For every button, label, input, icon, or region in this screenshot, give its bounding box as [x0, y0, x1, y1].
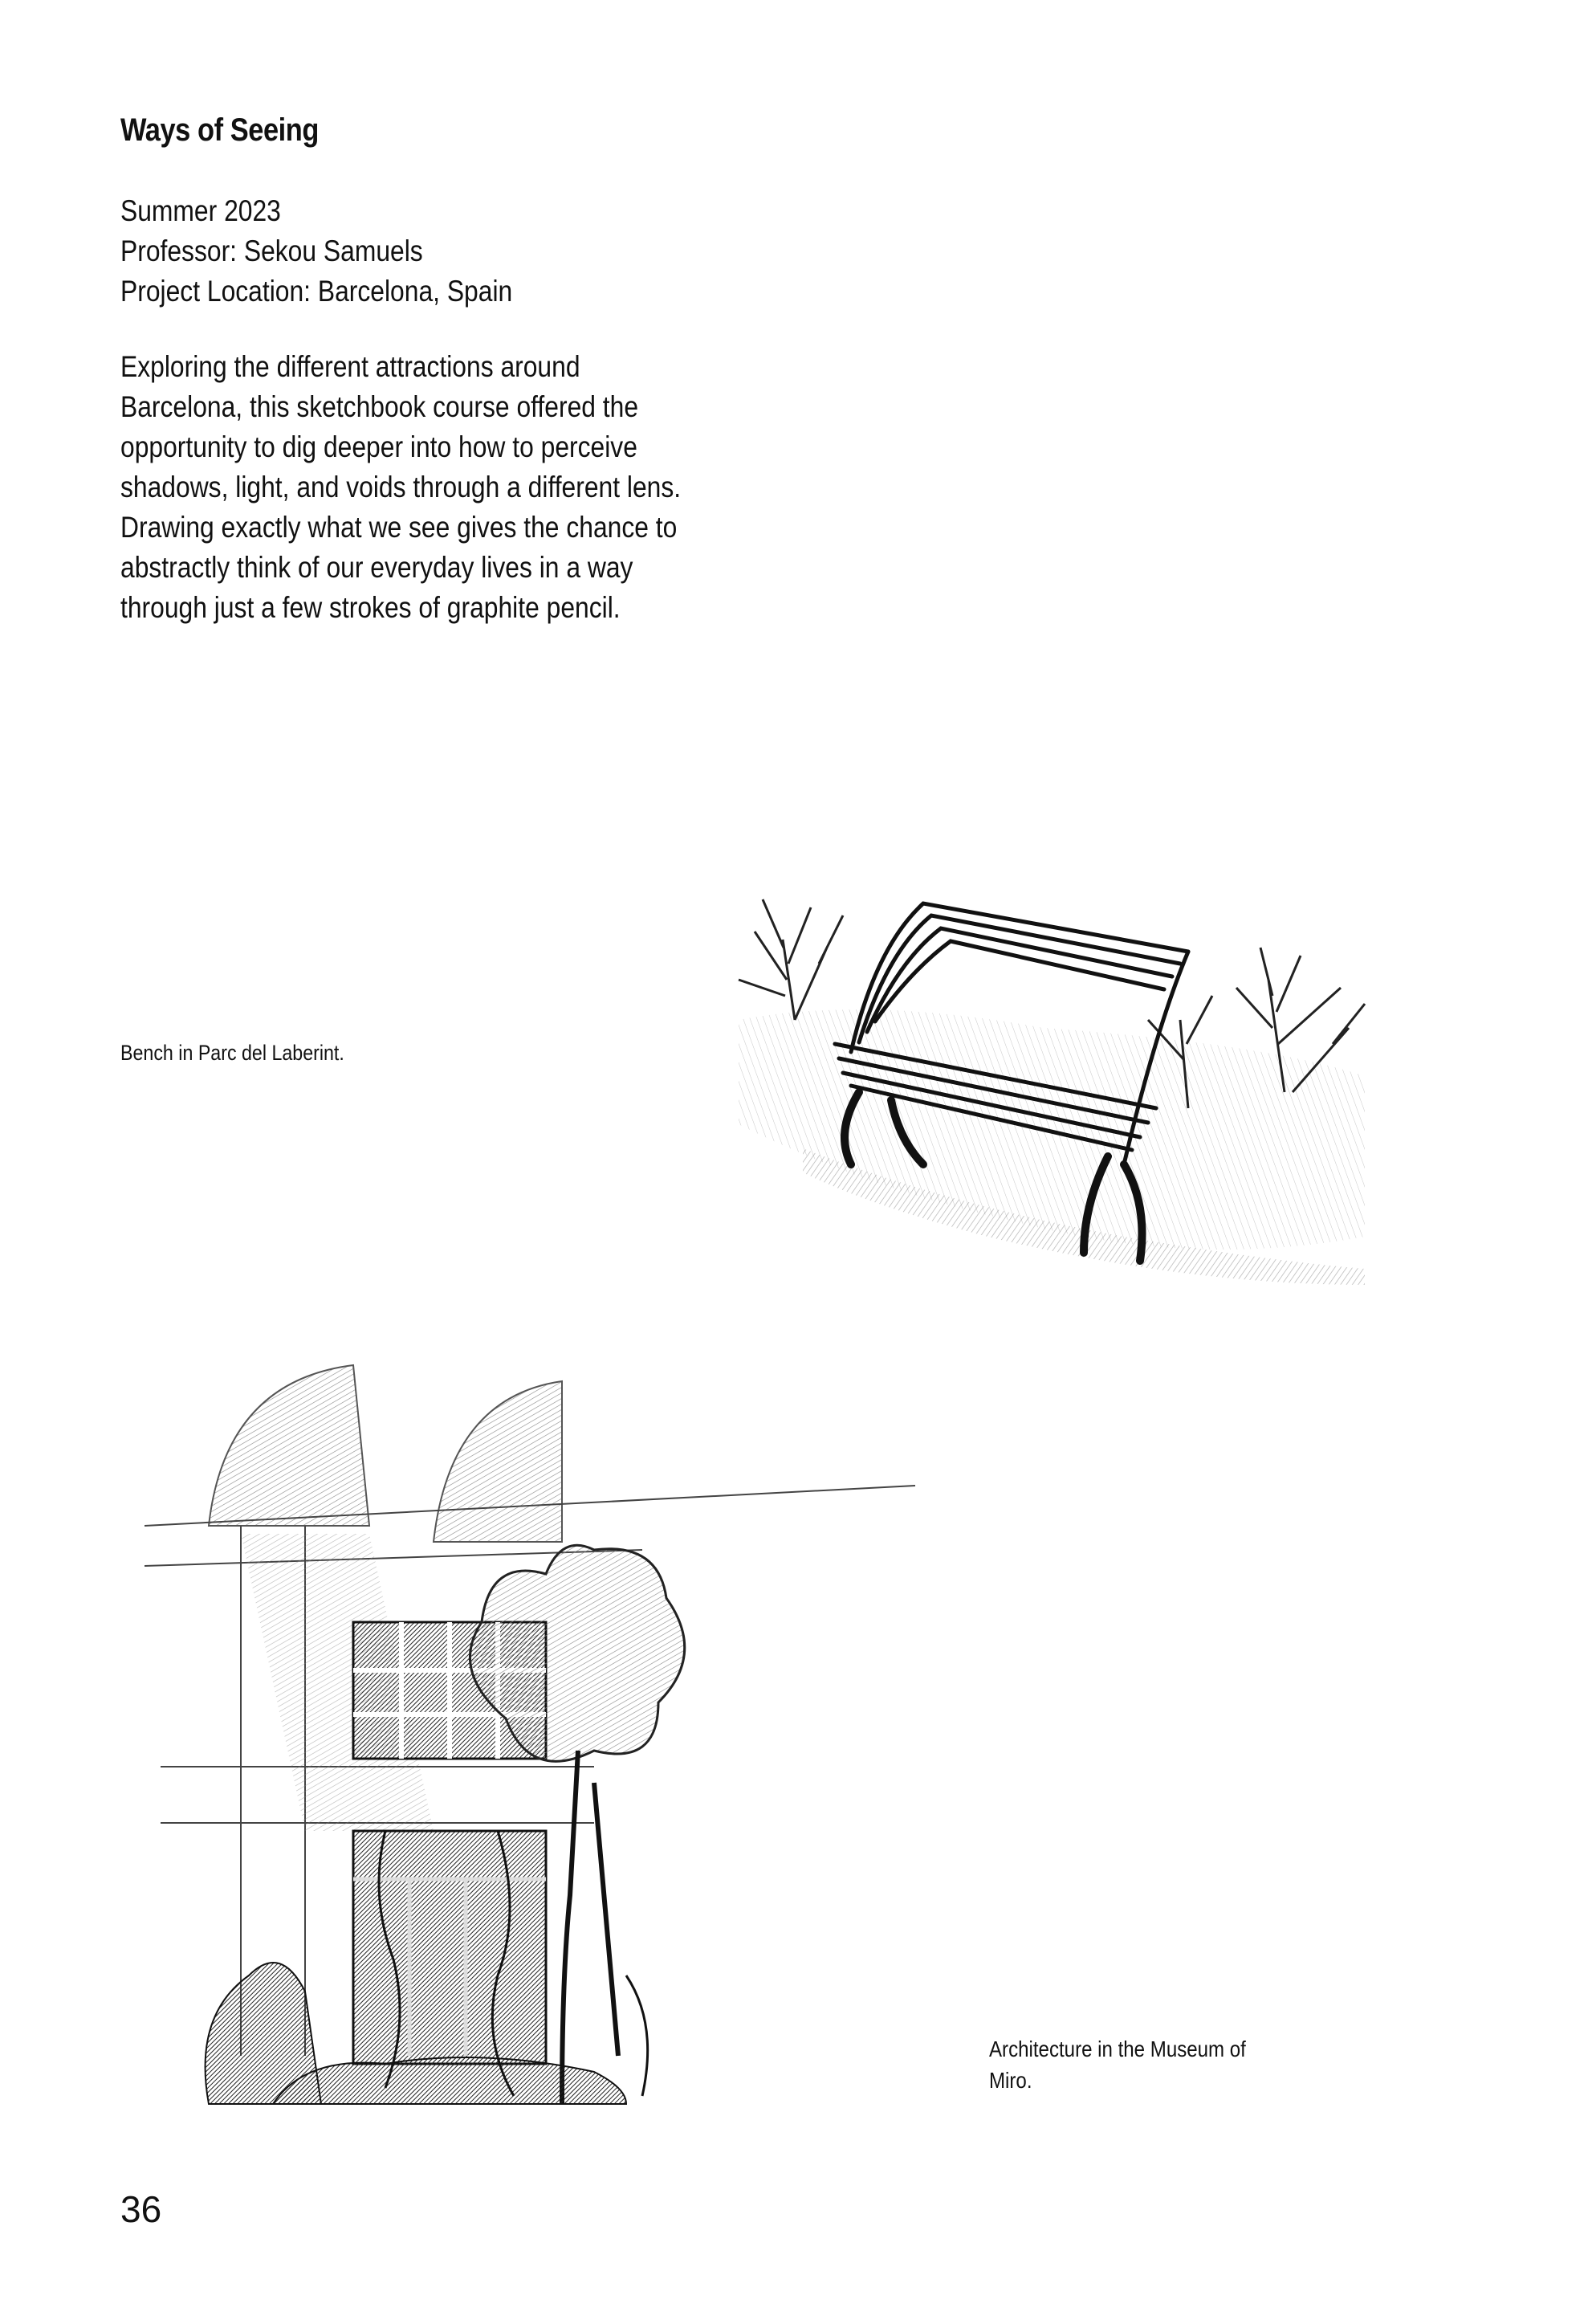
project-title: Ways of Seeing	[120, 112, 319, 148]
project-description: Exploring the different attractions around Barcelona, this sketchbook course offered the opportunity to dig deeper into how to perceive shadows, light, and voids through a different lens. Drawing exactly what we see gives the chance to abstractly think of our everyday lives in a way through just a few strokes of graphite pencil.	[120, 350, 682, 624]
project-professor: Professor: Sekou Samuels	[120, 234, 423, 267]
project-meta	[120, 191, 512, 312]
project-location: Project Location: Barcelona, Spain	[120, 275, 513, 308]
bench-caption: Bench in Parc del Laberint.	[120, 1041, 344, 1065]
bench-sketch	[706, 787, 1413, 1285]
project-term: Summer 2023	[120, 194, 281, 227]
architecture-sketch	[145, 1333, 931, 2120]
architecture-caption: Architecture in the Museum of Miro.	[989, 2037, 1246, 2093]
page-number: 36	[120, 2188, 162, 2230]
